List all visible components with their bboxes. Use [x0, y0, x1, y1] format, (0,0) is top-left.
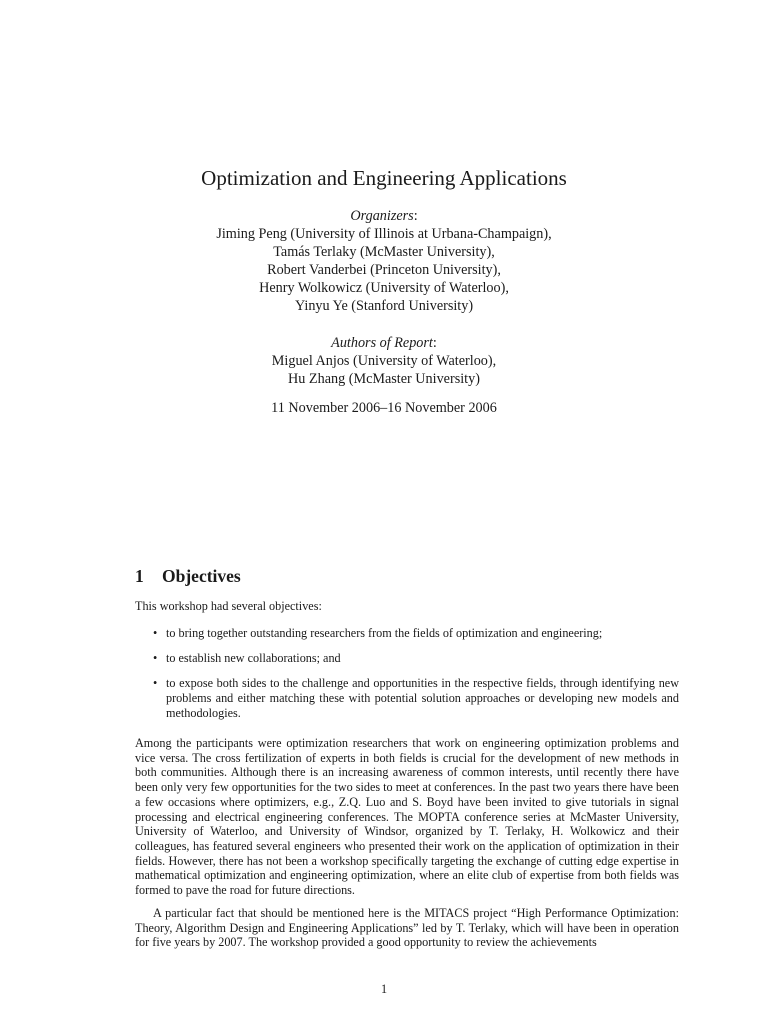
intro-text: This workshop had several objectives: [135, 599, 322, 613]
author-line: Miguel Anjos (University of Waterloo), [271, 353, 497, 369]
objectives-list [135, 626, 679, 731]
list-item-text: to expose both sides to the challenge and opportunities in the respective fields, through identifying new problems and either matching these with potential solution approaches or developing new models and methodologies. [166, 676, 679, 720]
organizers-block [0, 207, 768, 315]
body-paragraph: A particular fact that should be mentioned here is the MITACS project “High Performance Optimization: Theory, Algorithm Design and Engineering Applications” led by T. Terlaky, which will have been in operation for five years by 2007. The workshop provided a good opportunity to review the achievements [135, 906, 679, 950]
list-item [135, 676, 679, 720]
organizer-line: Tamás Terlaky (McMaster University), [273, 244, 495, 260]
author-line: Hu Zhang (McMaster University) [288, 371, 480, 387]
organizer-line: Yinyu Ye (Stanford University) [294, 298, 474, 314]
section-title: Objectives [162, 566, 241, 586]
authors-label: Authors of Report [331, 335, 433, 351]
list-item [135, 626, 679, 641]
workshop-dates: 11 November 2006–16 November 2006 [271, 400, 497, 416]
organizer-line: Jiming Peng (University of Illinois at Urbana-Champaign), [216, 226, 552, 242]
section-heading [135, 564, 241, 588]
organizers-label: Organizers [350, 208, 414, 224]
list-item [135, 651, 679, 666]
authors-heading: Authors of Report: [331, 335, 437, 351]
body-paragraph: Among the participants were optimization researchers that work on engineering optimization problems and vice versa. The cross fertilization of experts in both fields is crucial for the development of new methods in both communities. Although there is an increasing awareness of common interests, until recently there have been only very few opportunities for the two sides to meet at conferences. In the past two years there have been a few occasions where optimizers, e.g., Z.Q. Luo and S. Boyd have been invited to give tutorials in signal processing and electrical engineering conferences. The MOPTA conference series at McMaster University, University of Waterloo, and University of Windsor, organized by T. Terlaky, H. Wolkowicz and their colleagues, has featured several engineers who presented their work on the application of optimization in their fields. However, there has not been a workshop specifically targeting the exchange of cutting edge expertise in mathematical optimization and engineering optimization, where an elite club of expertise from both fields was formed to pave the road for future directions. [135, 736, 679, 898]
section-number: 1 [135, 566, 144, 586]
list-item-text: to bring together outstanding researchers from the fields of optimization and engineering; [166, 626, 603, 640]
bullet-icon: • [153, 626, 158, 640]
list-item-text: to establish new collaborations; and [166, 651, 341, 666]
organizer-line: Robert Vanderbei (Princeton University), [267, 262, 501, 278]
bullet-icon: • [153, 676, 158, 691]
page-number: 1 [380, 982, 388, 996]
bullet-icon: • [153, 651, 158, 666]
organizer-line: Henry Wolkowicz (University of Waterloo), [259, 280, 509, 296]
authors-block [0, 334, 768, 388]
paper-title: Optimization and Engineering Applications [201, 166, 567, 190]
organizers-heading: Organizers: [350, 208, 418, 224]
